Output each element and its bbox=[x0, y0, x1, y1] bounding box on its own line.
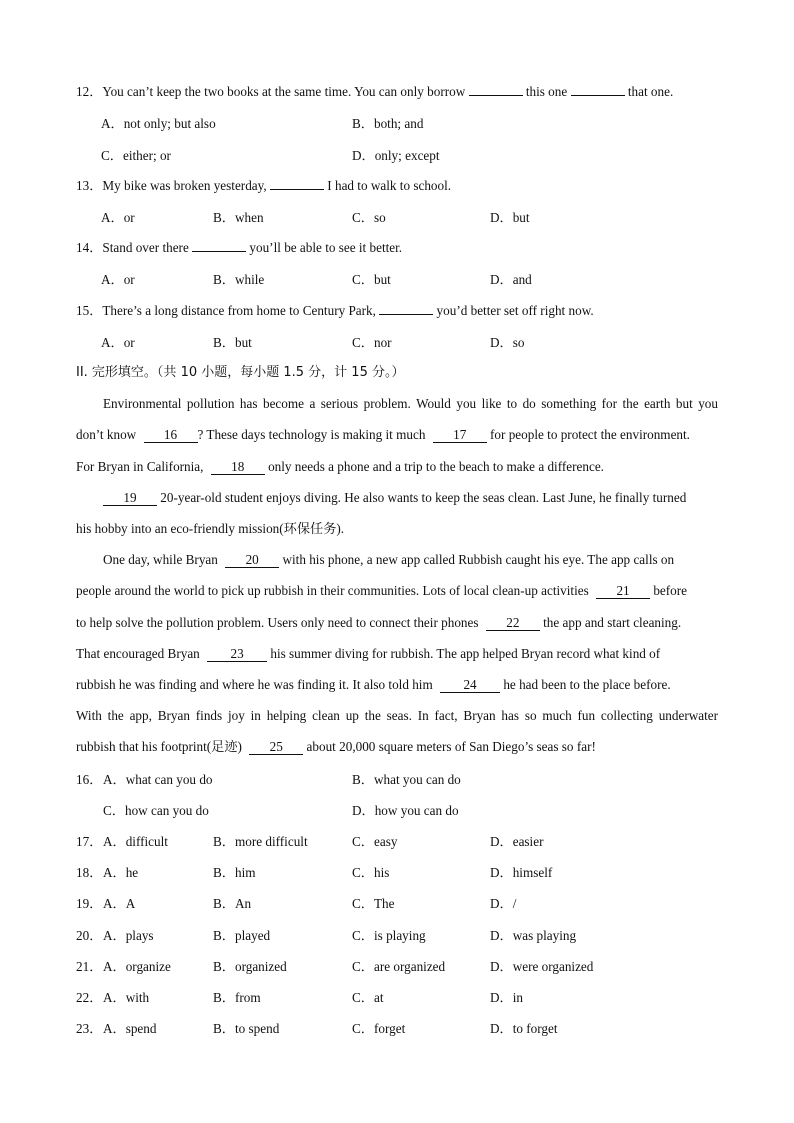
question-12-option-a: A．not only; but also bbox=[101, 116, 216, 131]
question-13-stem bbox=[76, 176, 718, 196]
blank-21: 21 bbox=[596, 583, 650, 599]
question-22-number: 22． bbox=[76, 990, 103, 1005]
question-23-option-a: A．spend bbox=[103, 1021, 157, 1036]
question-12-option-c: C．either; or bbox=[101, 148, 171, 163]
question-17-number: 17． bbox=[76, 834, 103, 849]
question-19-option-b: B．An bbox=[213, 896, 252, 911]
question-21-option-b: B．organized bbox=[213, 959, 287, 974]
question-14-option-d: D．and bbox=[490, 272, 532, 287]
question-22-option-b: B．from bbox=[213, 990, 261, 1005]
question-22-option-a: A．with bbox=[103, 990, 150, 1005]
blank-19: 19 bbox=[103, 490, 157, 506]
question-13-text-a: 13．My bike was broken yesterday, bbox=[76, 178, 267, 193]
passage-text: That encouraged Bryan bbox=[76, 646, 200, 661]
question-18-number: 18． bbox=[76, 865, 103, 880]
question-16-option-d: D．how you can do bbox=[352, 803, 459, 818]
question-15-text-a: 15．There’s a long distance from home to Century Park, bbox=[76, 303, 376, 318]
passage-line bbox=[76, 581, 718, 601]
question-14-option-b: B．while bbox=[213, 272, 265, 287]
question-13-option-d: D．but bbox=[490, 210, 530, 225]
passage-text: for people to protect the environment. bbox=[490, 427, 690, 442]
question-13-option-a: A．or bbox=[101, 210, 135, 225]
blank-22: 22 bbox=[486, 615, 540, 631]
question-23-option-c: C．forget bbox=[352, 1021, 406, 1036]
passage-line bbox=[76, 644, 718, 664]
blank-23: 23 bbox=[207, 646, 267, 662]
passage-line bbox=[76, 613, 718, 633]
passage-text: about 20,000 square meters of San Diego’s seas so far! bbox=[306, 739, 596, 754]
question-13-text-b: I had to walk to school. bbox=[327, 178, 452, 193]
question-21-option-c: C．are organized bbox=[352, 959, 446, 974]
question-17-option-a: A．difficult bbox=[103, 834, 168, 849]
passage-line: his hobby into an eco-friendly mission(环保任务). bbox=[76, 521, 345, 536]
question-13-option-b: B．when bbox=[213, 210, 264, 225]
question-20-number: 20． bbox=[76, 928, 103, 943]
passage-line bbox=[76, 457, 718, 477]
blank-25: 25 bbox=[249, 739, 303, 755]
blank-16: 16 bbox=[144, 427, 198, 443]
question-21-option-d: D．were organized bbox=[490, 959, 594, 974]
section-2-heading: II. 完形填空。（共 10 小题，每小题 1.5 分，计 15 分。） bbox=[76, 365, 405, 380]
blank-17: 17 bbox=[433, 427, 487, 443]
question-20-option-d: D．was playing bbox=[490, 928, 577, 943]
passage-text: don’t know bbox=[76, 427, 137, 442]
question-12-text-a: 12．You can’t keep the two books at the same time. You can only borrow bbox=[76, 84, 466, 99]
question-20-option-a: A．plays bbox=[103, 928, 154, 943]
question-12-option-b: B．both; and bbox=[352, 116, 424, 131]
question-16-option-c: C．how can you do bbox=[103, 803, 209, 818]
passage-line: Environmental pollution has become a serious problem. Would you like to do something for the earth but you bbox=[103, 396, 718, 411]
blank-20: 20 bbox=[225, 552, 279, 568]
question-15-option-d: D．so bbox=[490, 335, 525, 350]
question-14-option-a: A．or bbox=[101, 272, 135, 287]
passage-text: his summer diving for rubbish. The app helped Bryan record what kind of bbox=[270, 646, 661, 661]
question-19-option-a: A．A bbox=[103, 896, 136, 911]
question-12-text-c: that one. bbox=[627, 84, 674, 99]
passage-text: to help solve the pollution problem. Users only need to connect their phones bbox=[76, 615, 479, 630]
question-19-option-d: D．/ bbox=[490, 896, 517, 911]
question-16-number: 16． bbox=[76, 772, 103, 787]
question-14-stem bbox=[76, 238, 718, 258]
passage-text: 20-year-old student enjoys diving. He also wants to keep the seas clean. Last June, he finally turned bbox=[160, 490, 687, 505]
question-15-option-c: C．nor bbox=[352, 335, 392, 350]
question-15-option-a: A．or bbox=[101, 335, 135, 350]
passage-line bbox=[76, 737, 718, 757]
question-22-option-d: D．in bbox=[490, 990, 523, 1005]
passage-text: ? These days technology is making it much bbox=[197, 427, 426, 442]
question-21-option-a: A．organize bbox=[103, 959, 171, 974]
question-19-option-c: C．The bbox=[352, 896, 395, 911]
passage-text: with his phone, a new app called Rubbish caught his eye. The app calls on bbox=[282, 552, 675, 567]
answer-blank bbox=[379, 314, 433, 315]
passage-text: before bbox=[653, 583, 688, 598]
question-15-option-b: B．but bbox=[213, 335, 252, 350]
question-15-text-b: you’d better set off right now. bbox=[436, 303, 594, 318]
question-13-option-c: C．so bbox=[352, 210, 386, 225]
question-16-option-b: B．what you can do bbox=[352, 772, 461, 787]
passage-text: the app and start cleaning. bbox=[543, 615, 682, 630]
question-12-option-d: D．only; except bbox=[352, 148, 440, 163]
question-19-number: 19． bbox=[76, 896, 103, 911]
passage-line bbox=[76, 425, 718, 445]
question-16-option-a: A．what can you do bbox=[103, 772, 213, 787]
passage-text: rubbish he was finding and where he was finding it. It also told him bbox=[76, 677, 433, 692]
question-21-number: 21． bbox=[76, 959, 103, 974]
passage-line bbox=[76, 675, 718, 695]
question-14-text-b: you’ll be able to see it better. bbox=[249, 240, 403, 255]
blank-18: 18 bbox=[211, 459, 265, 475]
question-20-option-b: B．played bbox=[213, 928, 271, 943]
passage-text: people around the world to pick up rubbish in their communities. Lots of local clean-up activities bbox=[76, 583, 589, 598]
answer-blank bbox=[192, 251, 246, 252]
question-20-option-c: C．is playing bbox=[352, 928, 426, 943]
question-14-option-c: C．but bbox=[352, 272, 391, 287]
answer-blank bbox=[270, 189, 324, 190]
passage-text: One day, while Bryan bbox=[103, 552, 218, 567]
passage-line bbox=[103, 488, 718, 508]
question-12-stem bbox=[76, 82, 718, 102]
blank-24: 24 bbox=[440, 677, 500, 693]
question-18-option-b: B．him bbox=[213, 865, 256, 880]
question-23-option-d: D．to forget bbox=[490, 1021, 558, 1036]
answer-blank bbox=[469, 95, 523, 96]
question-22-option-c: C．at bbox=[352, 990, 384, 1005]
passage-line: With the app, Bryan finds joy in helping clean up the seas. In fact, Bryan has so much fun collecting underwater bbox=[76, 708, 718, 723]
passage-text: he had been to the place before. bbox=[503, 677, 671, 692]
question-18-option-c: C．his bbox=[352, 865, 390, 880]
question-23-option-b: B．to spend bbox=[213, 1021, 280, 1036]
passage-text: only needs a phone and a trip to the beach to make a difference. bbox=[268, 459, 604, 474]
question-15-stem bbox=[76, 301, 718, 321]
question-18-option-a: A．he bbox=[103, 865, 139, 880]
question-12-text-b: this one bbox=[525, 84, 568, 99]
question-18-option-d: D．himself bbox=[490, 865, 553, 880]
question-14-text-a: 14．Stand over there bbox=[76, 240, 189, 255]
question-17-option-b: B．more difficult bbox=[213, 834, 308, 849]
question-17-option-d: D．easier bbox=[490, 834, 544, 849]
question-23-number: 23． bbox=[76, 1021, 103, 1036]
passage-text: For Bryan in California, bbox=[76, 459, 204, 474]
answer-blank bbox=[571, 95, 625, 96]
passage-text: rubbish that his footprint(足迹) bbox=[76, 739, 242, 754]
question-17-option-c: C．easy bbox=[352, 834, 398, 849]
passage-line bbox=[103, 550, 718, 570]
